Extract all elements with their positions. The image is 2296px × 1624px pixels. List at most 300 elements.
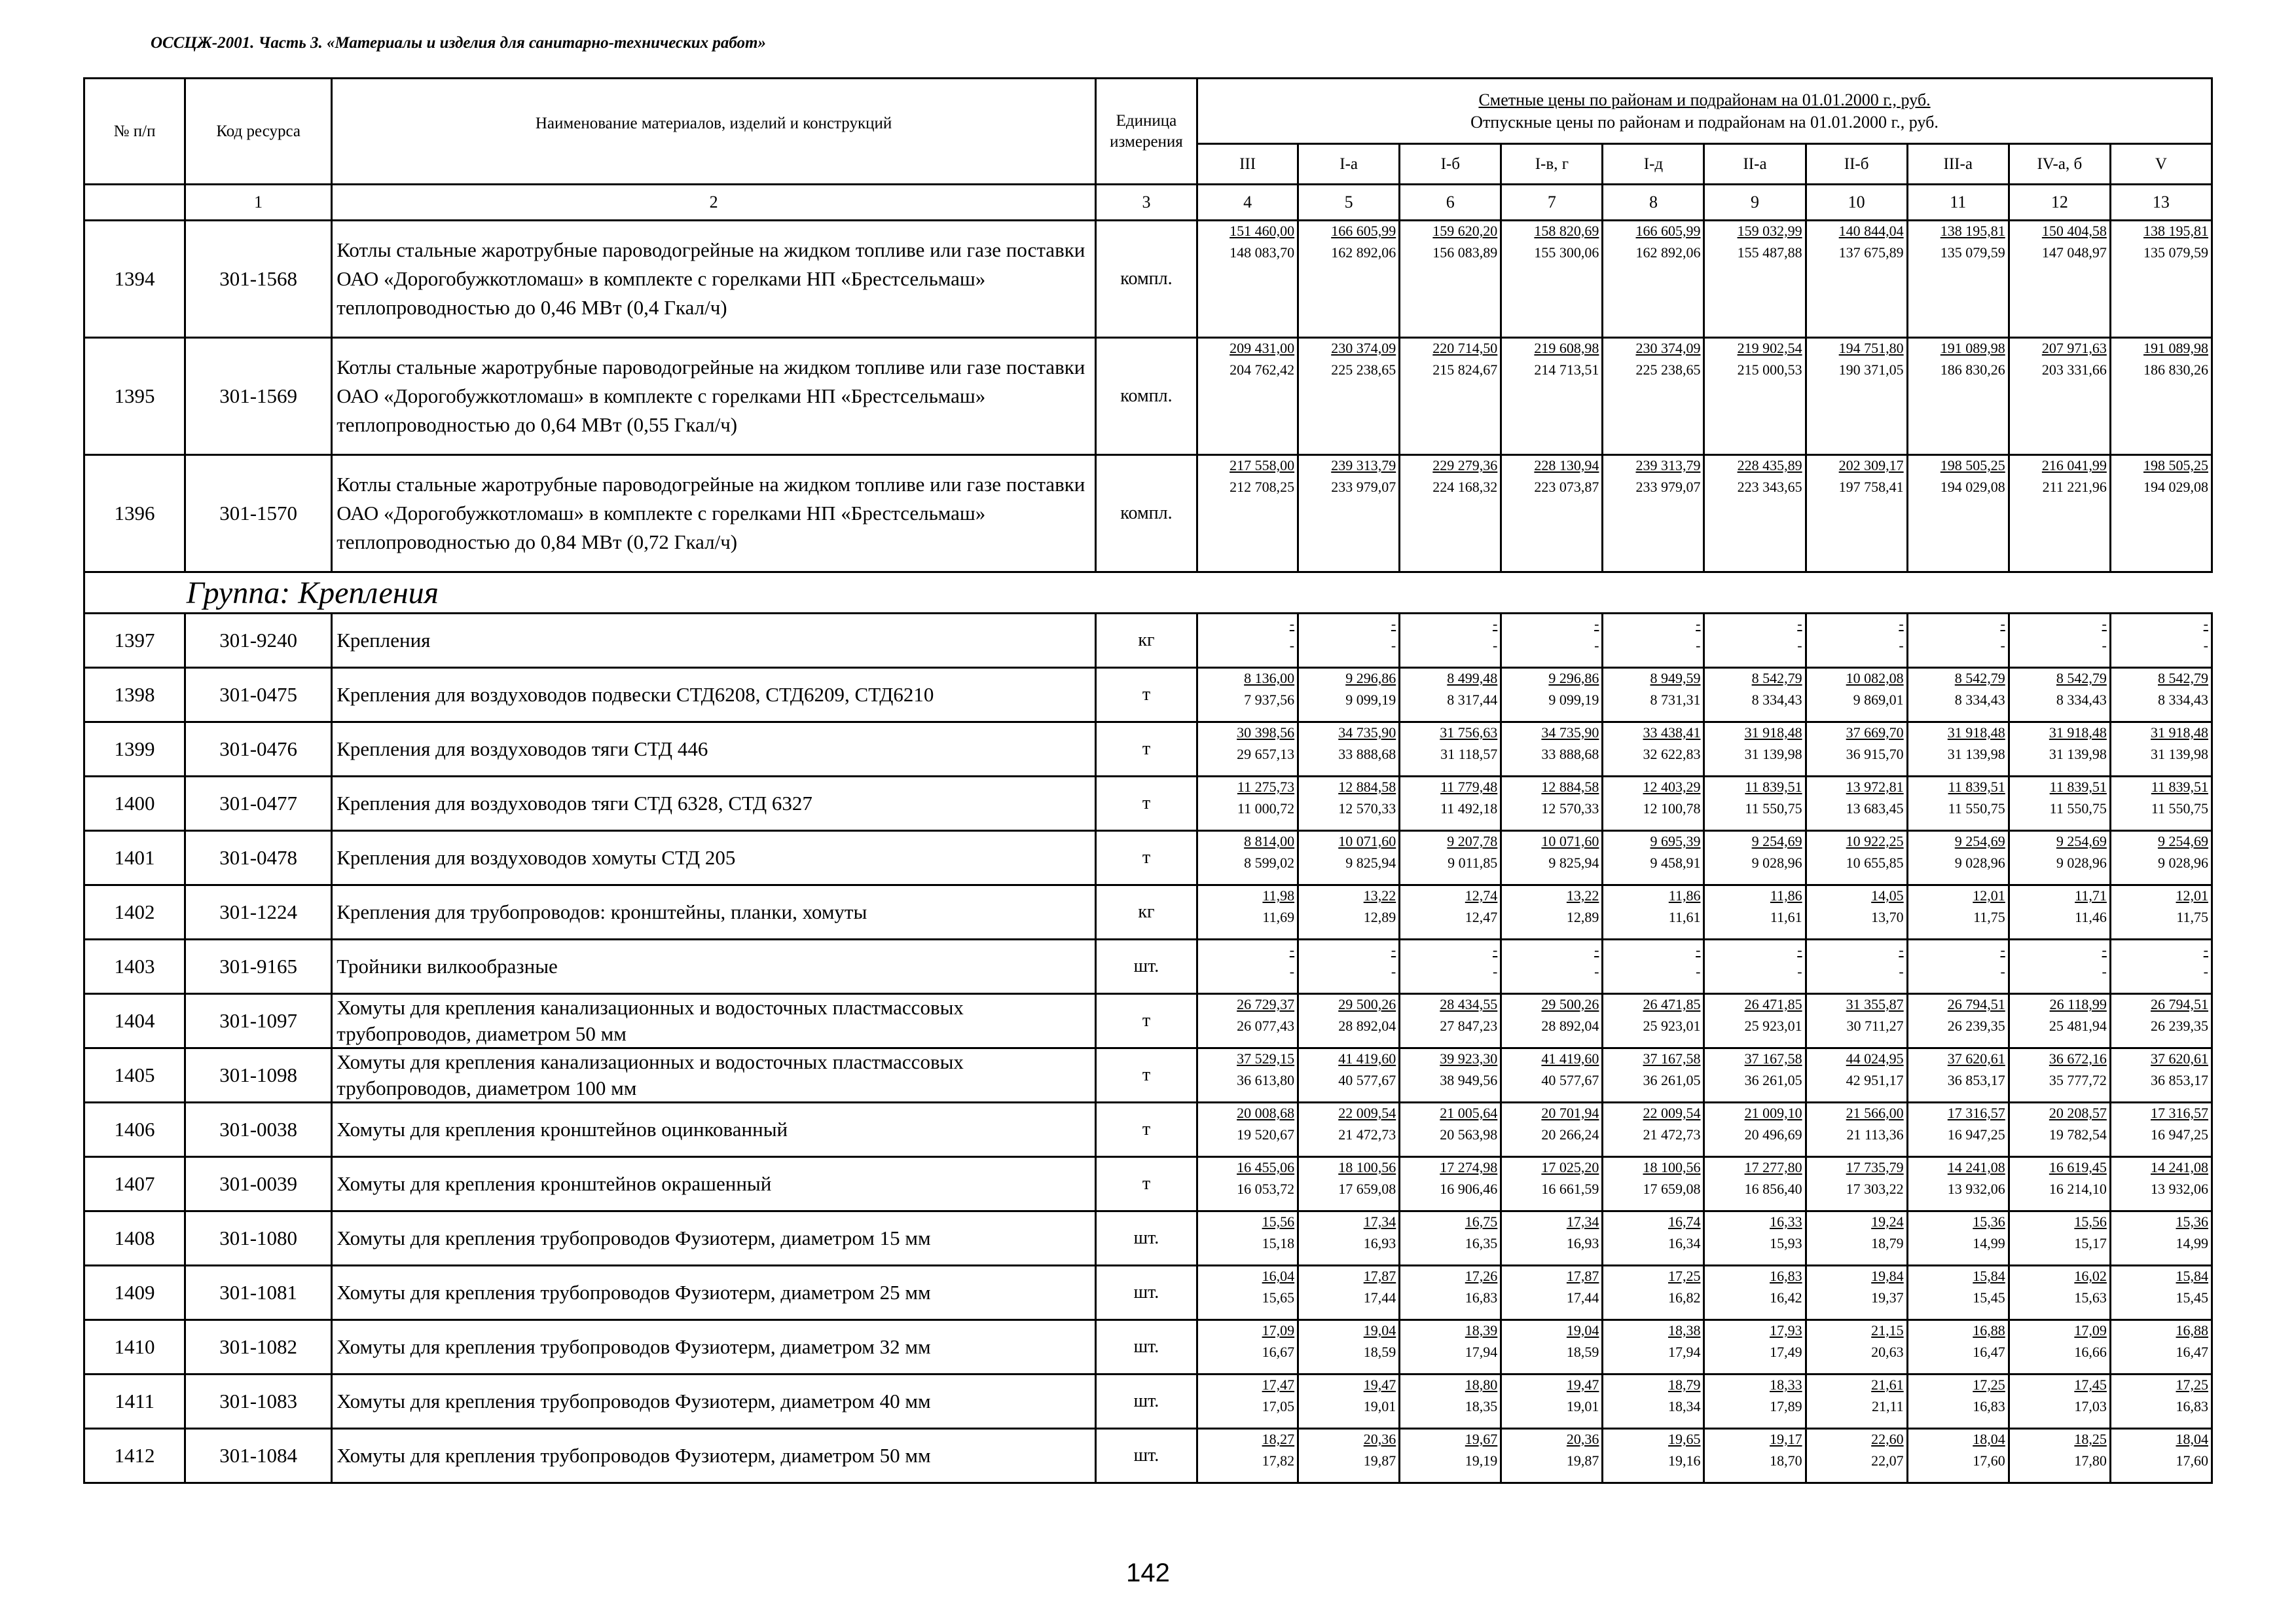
row-number: 1395 [84, 338, 185, 455]
price-cell [2009, 1157, 2110, 1211]
price-cell [2110, 1103, 2212, 1157]
price-cell [1501, 1048, 1603, 1103]
estimate-price: 207 971,63 [2041, 340, 2107, 356]
price-cell [1400, 1266, 1501, 1320]
estimate-price: - [2000, 942, 2005, 958]
estimate-price: 219 608,98 [1534, 340, 1599, 356]
unit: шт. [1095, 1266, 1197, 1320]
price-cell [1806, 777, 1907, 831]
estimate-price: - [1391, 616, 1396, 632]
estimate-price: - [2102, 616, 2107, 632]
price-cell [1603, 1211, 1704, 1266]
material-name: Крепления для воздуховодов подвески СТД6208, СТД6209, СТД6210 [332, 668, 1096, 722]
release-price: 10 655,85 [1846, 855, 1904, 871]
price-cell [1603, 614, 1704, 668]
unit: т [1095, 831, 1197, 885]
estimate-price: 26 729,37 [1237, 996, 1295, 1012]
estimate-price: 31 918,48 [2049, 724, 2107, 741]
price-cell [1501, 1157, 1603, 1211]
estimate-price: 9 254,69 [1954, 833, 2005, 849]
release-price: 18,59 [1566, 1344, 1599, 1360]
release-price: 11 550,75 [1948, 800, 2005, 817]
estimate-price: 11 839,51 [1745, 779, 1802, 795]
price-cell [2110, 722, 2212, 777]
release-price: 8 334,43 [2056, 692, 2107, 708]
estimate-price: 230 374,09 [1635, 340, 1701, 356]
price-cell [1806, 1157, 1907, 1211]
price-cell [2009, 940, 2110, 994]
release-price: 14,99 [1973, 1235, 2005, 1251]
estimate-price: 17,45 [2074, 1376, 2107, 1393]
release-price: - [2102, 637, 2107, 654]
estimate-price: 16,33 [1770, 1213, 1802, 1230]
column-number: 13 [2110, 185, 2212, 221]
release-price: 162 892,06 [1635, 244, 1701, 261]
release-price: 19 520,67 [1237, 1126, 1295, 1143]
release-price: 32 622,83 [1643, 746, 1701, 762]
price-cell [1298, 668, 1400, 722]
estimate-price: - [1797, 942, 1802, 958]
table-row [84, 1429, 2212, 1483]
price-cell [2009, 668, 2110, 722]
release-price: 8 599,02 [1244, 855, 1295, 871]
release-price: 33 888,68 [1338, 746, 1396, 762]
release-price: 137 675,89 [1838, 244, 1904, 261]
estimate-price: 20 208,57 [2049, 1105, 2107, 1121]
price-cell [1907, 940, 2009, 994]
release-price: 15,17 [2074, 1235, 2107, 1251]
release-price: 12,89 [1566, 909, 1599, 925]
estimate-price: 17,26 [1465, 1268, 1498, 1284]
estimate-price: 11,86 [1668, 887, 1701, 904]
release-price: 16 053,72 [1237, 1181, 1295, 1197]
price-cell [1298, 1048, 1400, 1103]
release-price: 16,83 [1465, 1289, 1498, 1306]
resource-code: 301-1080 [185, 1211, 332, 1266]
estimate-price: 37 620,61 [2151, 1050, 2208, 1067]
estimate-price: 228 130,94 [1534, 457, 1599, 473]
estimate-price: 17,34 [1566, 1213, 1599, 1230]
release-price: 36 915,70 [1846, 746, 1904, 762]
estimate-price: 19,47 [1363, 1376, 1396, 1393]
price-cell [1400, 1211, 1501, 1266]
price-cell [2009, 221, 2110, 338]
table-row [84, 885, 2212, 940]
estimate-price: 18,04 [1973, 1431, 2005, 1447]
price-cell [2110, 777, 2212, 831]
resource-code: 301-1098 [185, 1048, 332, 1103]
row-number: 1401 [84, 831, 185, 885]
release-price: - [1797, 637, 1802, 654]
release-price: - [1696, 637, 1701, 654]
estimate-price: 22 009,54 [1643, 1105, 1701, 1121]
price-cell [1197, 1320, 1298, 1375]
release-price: 225 238,65 [1331, 361, 1396, 378]
column-number-empty [84, 185, 185, 221]
estimate-price: 8 949,59 [1650, 670, 1701, 686]
price-cell [2110, 831, 2212, 885]
release-price: 11 000,72 [1237, 800, 1295, 817]
estimate-price: 151 460,00 [1230, 223, 1295, 239]
estimate-price: 26 118,99 [2049, 996, 2107, 1012]
estimate-price: 18,25 [2074, 1431, 2107, 1447]
estimate-price: - [2203, 942, 2208, 958]
price-cell [1907, 455, 2009, 572]
resource-code: 301-1082 [185, 1320, 332, 1375]
estimate-price: 11,71 [2075, 887, 2107, 904]
column-number: 12 [2009, 185, 2110, 221]
region-header: I-д [1603, 144, 1704, 185]
release-price: 33 888,68 [1541, 746, 1599, 762]
price-cell [1501, 722, 1603, 777]
price-cell [1197, 455, 1298, 572]
price-cell [1501, 1266, 1603, 1320]
release-price: - [1289, 637, 1295, 654]
release-price: 194 029,08 [1940, 479, 2005, 495]
estimate-price: 9 254,69 [2158, 833, 2208, 849]
resource-code: 301-1569 [185, 338, 332, 455]
page-number: 142 [1126, 1559, 1170, 1587]
price-cell [1907, 668, 2009, 722]
release-price: 11,61 [1668, 909, 1701, 925]
unit: т [1095, 722, 1197, 777]
estimate-price: 37 167,58 [1744, 1050, 1802, 1067]
release-price: 27 847,23 [1440, 1018, 1498, 1034]
release-price: 17,44 [1566, 1289, 1599, 1306]
estimate-price: 17 025,20 [1541, 1159, 1599, 1175]
estimate-price: 17,87 [1566, 1268, 1599, 1284]
price-cell [1501, 455, 1603, 572]
release-price: 233 979,07 [1331, 479, 1396, 495]
release-price: 13 932,06 [1947, 1181, 2005, 1197]
row-number: 1405 [84, 1048, 185, 1103]
price-cell [1806, 722, 1907, 777]
estimate-price: 158 820,69 [1534, 223, 1599, 239]
resource-code: 301-9165 [185, 940, 332, 994]
col-header-num: № п/п [84, 79, 185, 185]
material-name: Крепления для трубопроводов: кронштейны, планки, хомуты [332, 885, 1096, 940]
release-price: 36 261,05 [1643, 1072, 1701, 1088]
estimate-price: - [1289, 942, 1295, 958]
estimate-price: 41 419,60 [1541, 1050, 1599, 1067]
release-price: 19,19 [1465, 1452, 1498, 1469]
estimate-price: 17,93 [1770, 1322, 1802, 1338]
release-price: 21 113,36 [1846, 1126, 1904, 1143]
price-cell [1806, 1375, 1907, 1429]
price-cell [1298, 1157, 1400, 1211]
price-title-estimate: Сметные цены по районам и подрайонам на 01.01.2000 г., руб. [1478, 90, 1931, 109]
estimate-price: 30 398,56 [1237, 724, 1295, 741]
unit: кг [1095, 885, 1197, 940]
estimate-price: - [1594, 942, 1599, 958]
price-cell [1501, 994, 1603, 1048]
release-price: 9 825,94 [1345, 855, 1396, 871]
resource-code: 301-1084 [185, 1429, 332, 1483]
release-price: 135 079,59 [1940, 244, 2005, 261]
unit: т [1095, 1048, 1197, 1103]
estimate-price: 14 241,08 [1947, 1159, 2005, 1175]
release-price: 16,93 [1363, 1235, 1396, 1251]
table-row [84, 722, 2212, 777]
estimate-price: 39 923,30 [1440, 1050, 1498, 1067]
price-cell [1298, 1320, 1400, 1375]
row-number: 1403 [84, 940, 185, 994]
price-cell [1603, 1103, 1704, 1157]
column-number: 9 [1704, 185, 1806, 221]
estimate-price: 11,86 [1770, 887, 1802, 904]
price-cell [1806, 1266, 1907, 1320]
estimate-price: 16,83 [1770, 1268, 1802, 1284]
price-cell [1806, 668, 1907, 722]
price-title-release: Отпускные цены по районам и подрайонам на 01.01.2000 г., руб. [1470, 112, 1939, 132]
release-price: 17,05 [1262, 1398, 1295, 1414]
release-price: 204 762,42 [1230, 361, 1295, 378]
release-price: 12 570,33 [1338, 800, 1396, 817]
price-cell [1704, 940, 1806, 994]
price-cell [2110, 1266, 2212, 1320]
release-price: 16 856,40 [1744, 1181, 1802, 1197]
estimate-price: 21,61 [1871, 1376, 1904, 1393]
table-row [84, 614, 2212, 668]
release-price: 11 550,75 [2151, 800, 2208, 817]
release-price: 26 239,35 [2151, 1018, 2208, 1034]
release-price: 31 139,98 [2049, 746, 2107, 762]
estimate-price: 8 542,79 [1751, 670, 1802, 686]
release-price: 20 563,98 [1440, 1126, 1498, 1143]
price-cell [1603, 831, 1704, 885]
release-price: 35 777,72 [2049, 1072, 2107, 1088]
estimate-price: 239 313,79 [1331, 457, 1396, 473]
price-cell [1197, 1429, 1298, 1483]
estimate-price: 19,84 [1871, 1268, 1904, 1284]
release-price: 22,07 [1871, 1452, 1904, 1469]
estimate-price: 209 431,00 [1230, 340, 1295, 356]
price-cell [1501, 1103, 1603, 1157]
estimate-price: 17 316,57 [2151, 1105, 2208, 1121]
estimate-price: 18,04 [2176, 1431, 2208, 1447]
price-cell [1298, 831, 1400, 885]
price-cell [1197, 338, 1298, 455]
price-cell [1501, 1320, 1603, 1375]
release-price: 17,80 [2074, 1452, 2107, 1469]
unit: компл. [1095, 221, 1197, 338]
estimate-price: 216 041,99 [2041, 457, 2107, 473]
row-number: 1411 [84, 1375, 185, 1429]
price-cell [1806, 940, 1907, 994]
estimate-price: 12 884,58 [1541, 779, 1599, 795]
estimate-price: 19,65 [1667, 1431, 1701, 1447]
release-price: 19,16 [1667, 1452, 1701, 1469]
material-name: Хомуты для крепления кронштейнов окрашенный [332, 1157, 1096, 1211]
price-cell [1603, 1429, 1704, 1483]
price-cell [1197, 777, 1298, 831]
price-cell [1907, 885, 2009, 940]
price-cell [1704, 338, 1806, 455]
estimate-price: 15,36 [2176, 1213, 2208, 1230]
estimate-price: 220 714,50 [1432, 340, 1498, 356]
estimate-price: 34 735,90 [1541, 724, 1599, 741]
column-number: 8 [1603, 185, 1704, 221]
release-price: 16,35 [1465, 1235, 1498, 1251]
table-row [84, 831, 2212, 885]
estimate-price: 17,09 [1262, 1322, 1295, 1338]
release-price: - [1594, 637, 1599, 654]
release-price: 16,34 [1667, 1235, 1701, 1251]
price-cell [2009, 1211, 2110, 1266]
estimate-price: 198 505,25 [2143, 457, 2208, 473]
release-price: 17 659,08 [1338, 1181, 1396, 1197]
release-price: 233 979,07 [1635, 479, 1701, 495]
release-price: 17,89 [1770, 1398, 1802, 1414]
estimate-price: 198 505,25 [1940, 457, 2005, 473]
price-cell [1298, 1375, 1400, 1429]
release-price: 36 853,17 [1947, 1072, 2005, 1088]
release-price: 225 238,65 [1635, 361, 1701, 378]
release-price: 17,94 [1465, 1344, 1498, 1360]
estimate-price: 16,74 [1667, 1213, 1701, 1230]
release-price: 212 708,25 [1230, 479, 1295, 495]
table-row [84, 940, 2212, 994]
release-price: 13 932,06 [2151, 1181, 2208, 1197]
estimate-price: 13,22 [1363, 887, 1396, 904]
estimate-price: 11 839,51 [2151, 779, 2208, 795]
estimate-price: 17 277,80 [1744, 1159, 1802, 1175]
estimate-price: 18 100,56 [1338, 1159, 1396, 1175]
release-price: - [1289, 963, 1295, 980]
release-price: 19 782,54 [2049, 1126, 2107, 1143]
price-cell [1907, 831, 2009, 885]
price-cell [1501, 885, 1603, 940]
price-cell [1298, 455, 1400, 572]
release-price: 18,59 [1363, 1344, 1396, 1360]
release-price: 162 892,06 [1331, 244, 1396, 261]
estimate-price: 16,88 [2176, 1322, 2208, 1338]
group-heading: Группа: Крепления [185, 572, 2212, 614]
estimate-price: 8 814,00 [1244, 833, 1295, 849]
material-name: Хомуты для крепления канализационных и водосточных пластмассовых трубопроводов, диаметром 50 мм [332, 994, 1096, 1048]
material-name: Котлы стальные жаротрубные пароводогрейные на жидком топливе или газе поставки ОАО «Дорогобужкотломаш» в комплекте с горелками НП «Брестсельмаш» теплопроводностью до 0,46 МВт (0,4 Гкал/ч) [332, 221, 1096, 338]
release-price: 186 830,26 [2143, 361, 2208, 378]
price-cell [2009, 1320, 2110, 1375]
estimate-price: 18,80 [1465, 1376, 1498, 1393]
release-price: 17,03 [2074, 1398, 2107, 1414]
unit: т [1095, 994, 1197, 1048]
estimate-price: 12 403,29 [1643, 779, 1701, 795]
estimate-price: - [1899, 942, 1904, 958]
price-cell [1603, 1320, 1704, 1375]
price-cell [2009, 338, 2110, 455]
price-cell [1907, 1157, 2009, 1211]
release-price: 21 472,73 [1338, 1126, 1396, 1143]
resource-code: 301-1097 [185, 994, 332, 1048]
estimate-price: 16,88 [1973, 1322, 2005, 1338]
unit: т [1095, 668, 1197, 722]
price-cell [1298, 1103, 1400, 1157]
price-cell [1806, 885, 1907, 940]
price-cell [1806, 1429, 1907, 1483]
estimate-price: - [2102, 942, 2107, 958]
release-price: 16 906,46 [1440, 1181, 1498, 1197]
release-price: 9 028,96 [2056, 855, 2107, 871]
release-price: 16,47 [2176, 1344, 2208, 1360]
estimate-price: 191 089,98 [1940, 340, 2005, 356]
price-cell [1806, 1320, 1907, 1375]
resource-code: 301-0477 [185, 777, 332, 831]
estimate-price: 11,98 [1262, 887, 1295, 904]
price-cell [1400, 940, 1501, 994]
estimate-price: 17,25 [1667, 1268, 1701, 1284]
price-cell [2009, 885, 2110, 940]
price-cell [1197, 1103, 1298, 1157]
estimate-price: 10 922,25 [1846, 833, 1904, 849]
price-cell [1806, 994, 1907, 1048]
estimate-price: 21 005,64 [1440, 1105, 1498, 1121]
estimate-price: 31 918,48 [1947, 724, 2005, 741]
col-header-code: Код ресурса [185, 79, 332, 185]
column-number: 5 [1298, 185, 1400, 221]
release-price: 17,82 [1262, 1452, 1295, 1469]
release-price: 21 472,73 [1643, 1126, 1701, 1143]
column-number: 10 [1806, 185, 1907, 221]
table-row [84, 994, 2212, 1048]
estimate-price: 34 735,90 [1338, 724, 1396, 741]
release-price: 31 118,57 [1440, 746, 1498, 762]
region-header: II-б [1806, 144, 1907, 185]
material-name: Хомуты для крепления трубопроводов Фузиотерм, диаметром 25 мм [332, 1266, 1096, 1320]
price-cell [2110, 455, 2212, 572]
estimate-price: 8 136,00 [1244, 670, 1295, 686]
release-price: - [2000, 963, 2005, 980]
estimate-price: 31 756,63 [1440, 724, 1498, 741]
estimate-price: 150 404,58 [2041, 223, 2107, 239]
estimate-price: 16,02 [2074, 1268, 2107, 1284]
estimate-price: 159 032,99 [1737, 223, 1802, 239]
price-cell [1704, 1103, 1806, 1157]
release-price: - [1391, 637, 1396, 654]
price-cell [1197, 1375, 1298, 1429]
row-number: 1404 [84, 994, 185, 1048]
release-price: 214 713,51 [1534, 361, 1599, 378]
price-cell [1907, 722, 2009, 777]
release-price: 16,83 [2176, 1398, 2208, 1414]
material-name: Крепления для воздуховодов тяги СТД 446 [332, 722, 1096, 777]
release-price: 19,37 [1871, 1289, 1904, 1306]
price-cell [1907, 1103, 2009, 1157]
release-price: 17,60 [2176, 1452, 2208, 1469]
estimate-price: 140 844,04 [1838, 223, 1904, 239]
estimate-price: - [1797, 616, 1802, 632]
price-cell [1197, 831, 1298, 885]
price-cell [2009, 455, 2110, 572]
estimate-price: 13,22 [1566, 887, 1599, 904]
price-cell [1298, 777, 1400, 831]
release-price: 9 458,91 [1650, 855, 1701, 871]
price-cell [1704, 885, 1806, 940]
release-price: 8 317,44 [1447, 692, 1498, 708]
release-price: 36 613,80 [1237, 1072, 1295, 1088]
release-price: 223 073,87 [1534, 479, 1599, 495]
release-price: 17,94 [1667, 1344, 1701, 1360]
estimate-price: 19,04 [1566, 1322, 1599, 1338]
price-cell [1806, 1103, 1907, 1157]
price-cell [1501, 221, 1603, 338]
estimate-price: 12,74 [1465, 887, 1498, 904]
price-cell [1197, 1157, 1298, 1211]
price-cell [1806, 338, 1907, 455]
price-cell [2110, 1320, 2212, 1375]
price-cell [1197, 1266, 1298, 1320]
col-header-prices [1197, 79, 2212, 144]
